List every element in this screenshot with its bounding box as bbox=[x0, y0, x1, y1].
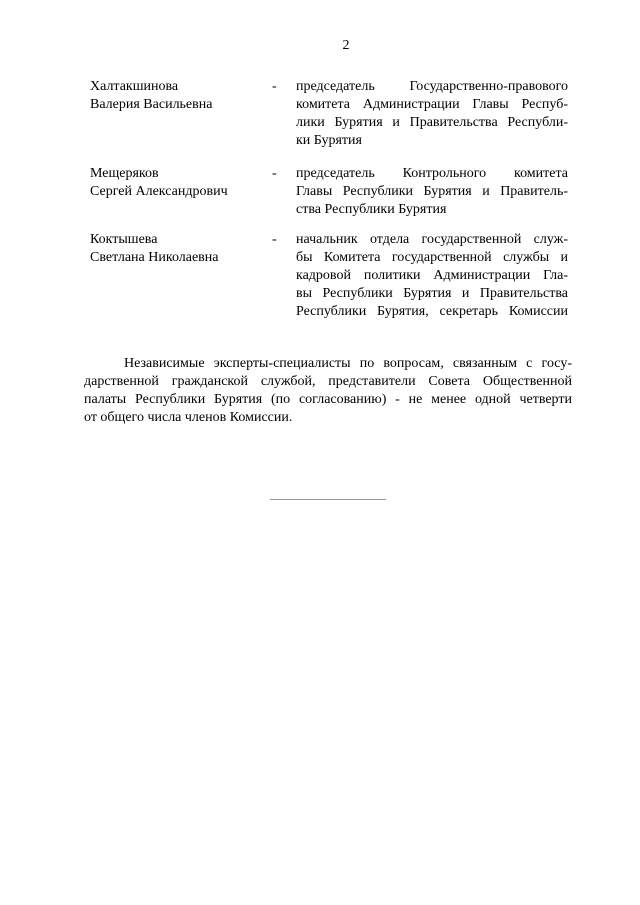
paragraph-line: палаты Республики Бурятия (по согласованию) - не менее одной четверти bbox=[84, 392, 572, 407]
member-role bbox=[296, 231, 568, 321]
member-row bbox=[90, 78, 568, 165]
member-separator: - bbox=[272, 79, 277, 94]
member-name bbox=[90, 165, 270, 201]
member-surname: Коктышева bbox=[90, 232, 158, 247]
page-number: 2 bbox=[342, 38, 350, 53]
member-name bbox=[90, 231, 270, 267]
end-of-document-rule bbox=[270, 499, 386, 500]
member-name bbox=[90, 78, 270, 114]
member-role bbox=[296, 165, 568, 219]
member-role-line: ки Бурятия bbox=[296, 133, 362, 148]
closing-paragraph bbox=[84, 355, 572, 427]
paragraph-line: Независимые эксперты-специалисты по вопросам, связанным с госу- bbox=[124, 356, 572, 371]
member-surname: Халтакшинова bbox=[90, 79, 179, 94]
member-surname: Мещеряков bbox=[90, 166, 159, 181]
paragraph-line: от общего числа членов Комиссии. bbox=[84, 410, 293, 425]
member-role-line: лики Бурятия и Правительства Республи- bbox=[296, 115, 568, 130]
member-separator: - bbox=[272, 166, 277, 181]
member-given-names: Сергей Александрович bbox=[90, 184, 228, 199]
member-role-line: председатель Контрольного комитета bbox=[296, 166, 568, 181]
member-separator: - bbox=[272, 232, 277, 247]
member-given-names: Светлана Николаевна bbox=[90, 250, 219, 265]
member-given-names: Валерия Васильевна bbox=[90, 97, 213, 112]
member-role-line: ства Республики Бурятия bbox=[296, 202, 447, 217]
member-role-line: председатель Государственно-правового bbox=[296, 79, 568, 94]
paragraph-line: дарственной гражданской службой, представители Совета Общественной bbox=[84, 374, 572, 389]
member-role-line: Главы Республики Бурятия и Правитель- bbox=[296, 184, 568, 199]
commission-member-list bbox=[90, 78, 568, 321]
member-role-line: кадровой политики Администрации Гла- bbox=[296, 268, 568, 283]
member-role-line: Республики Бурятия, секретарь Комиссии bbox=[296, 304, 568, 319]
member-role-line: бы Комитета государственной службы и bbox=[296, 250, 568, 265]
member-role-line: комитета Администрации Главы Респуб- bbox=[296, 97, 568, 112]
member-row bbox=[90, 231, 568, 321]
member-role-line: вы Республики Бурятия и Правительства bbox=[296, 286, 568, 301]
member-role bbox=[296, 78, 568, 150]
member-role-line: начальник отдела государственной служ- bbox=[296, 232, 568, 247]
member-row bbox=[90, 165, 568, 231]
